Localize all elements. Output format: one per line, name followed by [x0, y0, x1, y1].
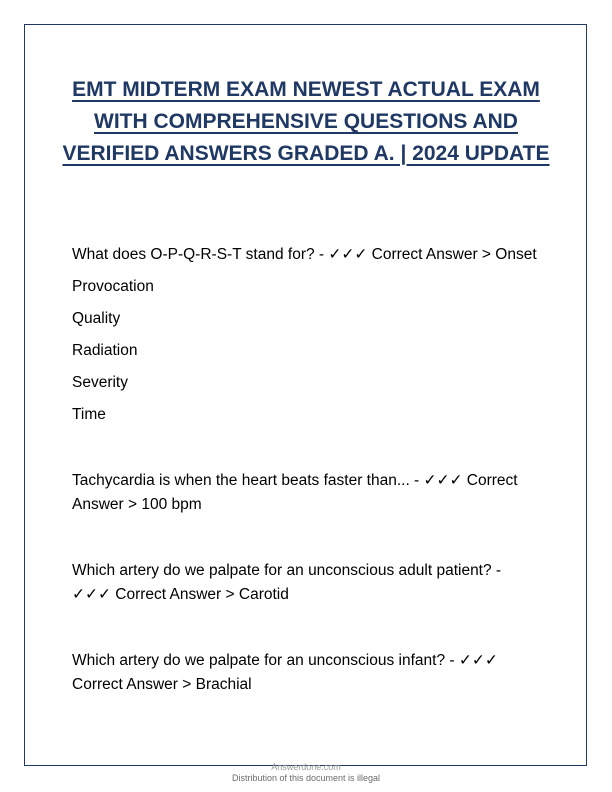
qa-question: Which artery do we palpate for an unconscious infant? - ✓✓✓ Correct Answer > Brachial [72, 652, 498, 693]
qa-item [72, 469, 542, 517]
qa-item [72, 559, 542, 607]
footer-notice: Distribution of this document is illegal [231, 773, 381, 783]
qa-question: What does O-P-Q-R-S-T stand for? - ✓✓✓ Correct Answer > Onset [72, 246, 537, 263]
footer-site: Answerdone.com [271, 762, 341, 772]
qa-question: Tachycardia is when the heart beats faster than... - ✓✓✓ Correct Answer > 100 bpm [72, 472, 518, 513]
block-spacer [72, 427, 542, 469]
document-title-text: EMT MIDTERM EXAM NEWEST ACTUAL EXAM WITH COMPREHENSIVE QUESTIONS AND VERIFIED ANSWERS GRADED A. | 2024 UPDATE [62, 78, 550, 165]
qa-item [72, 243, 542, 427]
qa-item [72, 649, 542, 697]
list-item: Severity [72, 374, 128, 391]
block-spacer [72, 517, 542, 559]
document-body [72, 243, 542, 697]
document-title [60, 74, 552, 170]
list-item: Provocation [72, 278, 154, 295]
qa-question: Which artery do we palpate for an unconscious adult patient? - ✓✓✓ Correct Answer > Carotid [72, 562, 502, 603]
list-item: Radiation [72, 342, 138, 359]
block-spacer [72, 607, 542, 649]
list-item: Quality [72, 310, 121, 327]
list-item: Time [72, 406, 106, 423]
